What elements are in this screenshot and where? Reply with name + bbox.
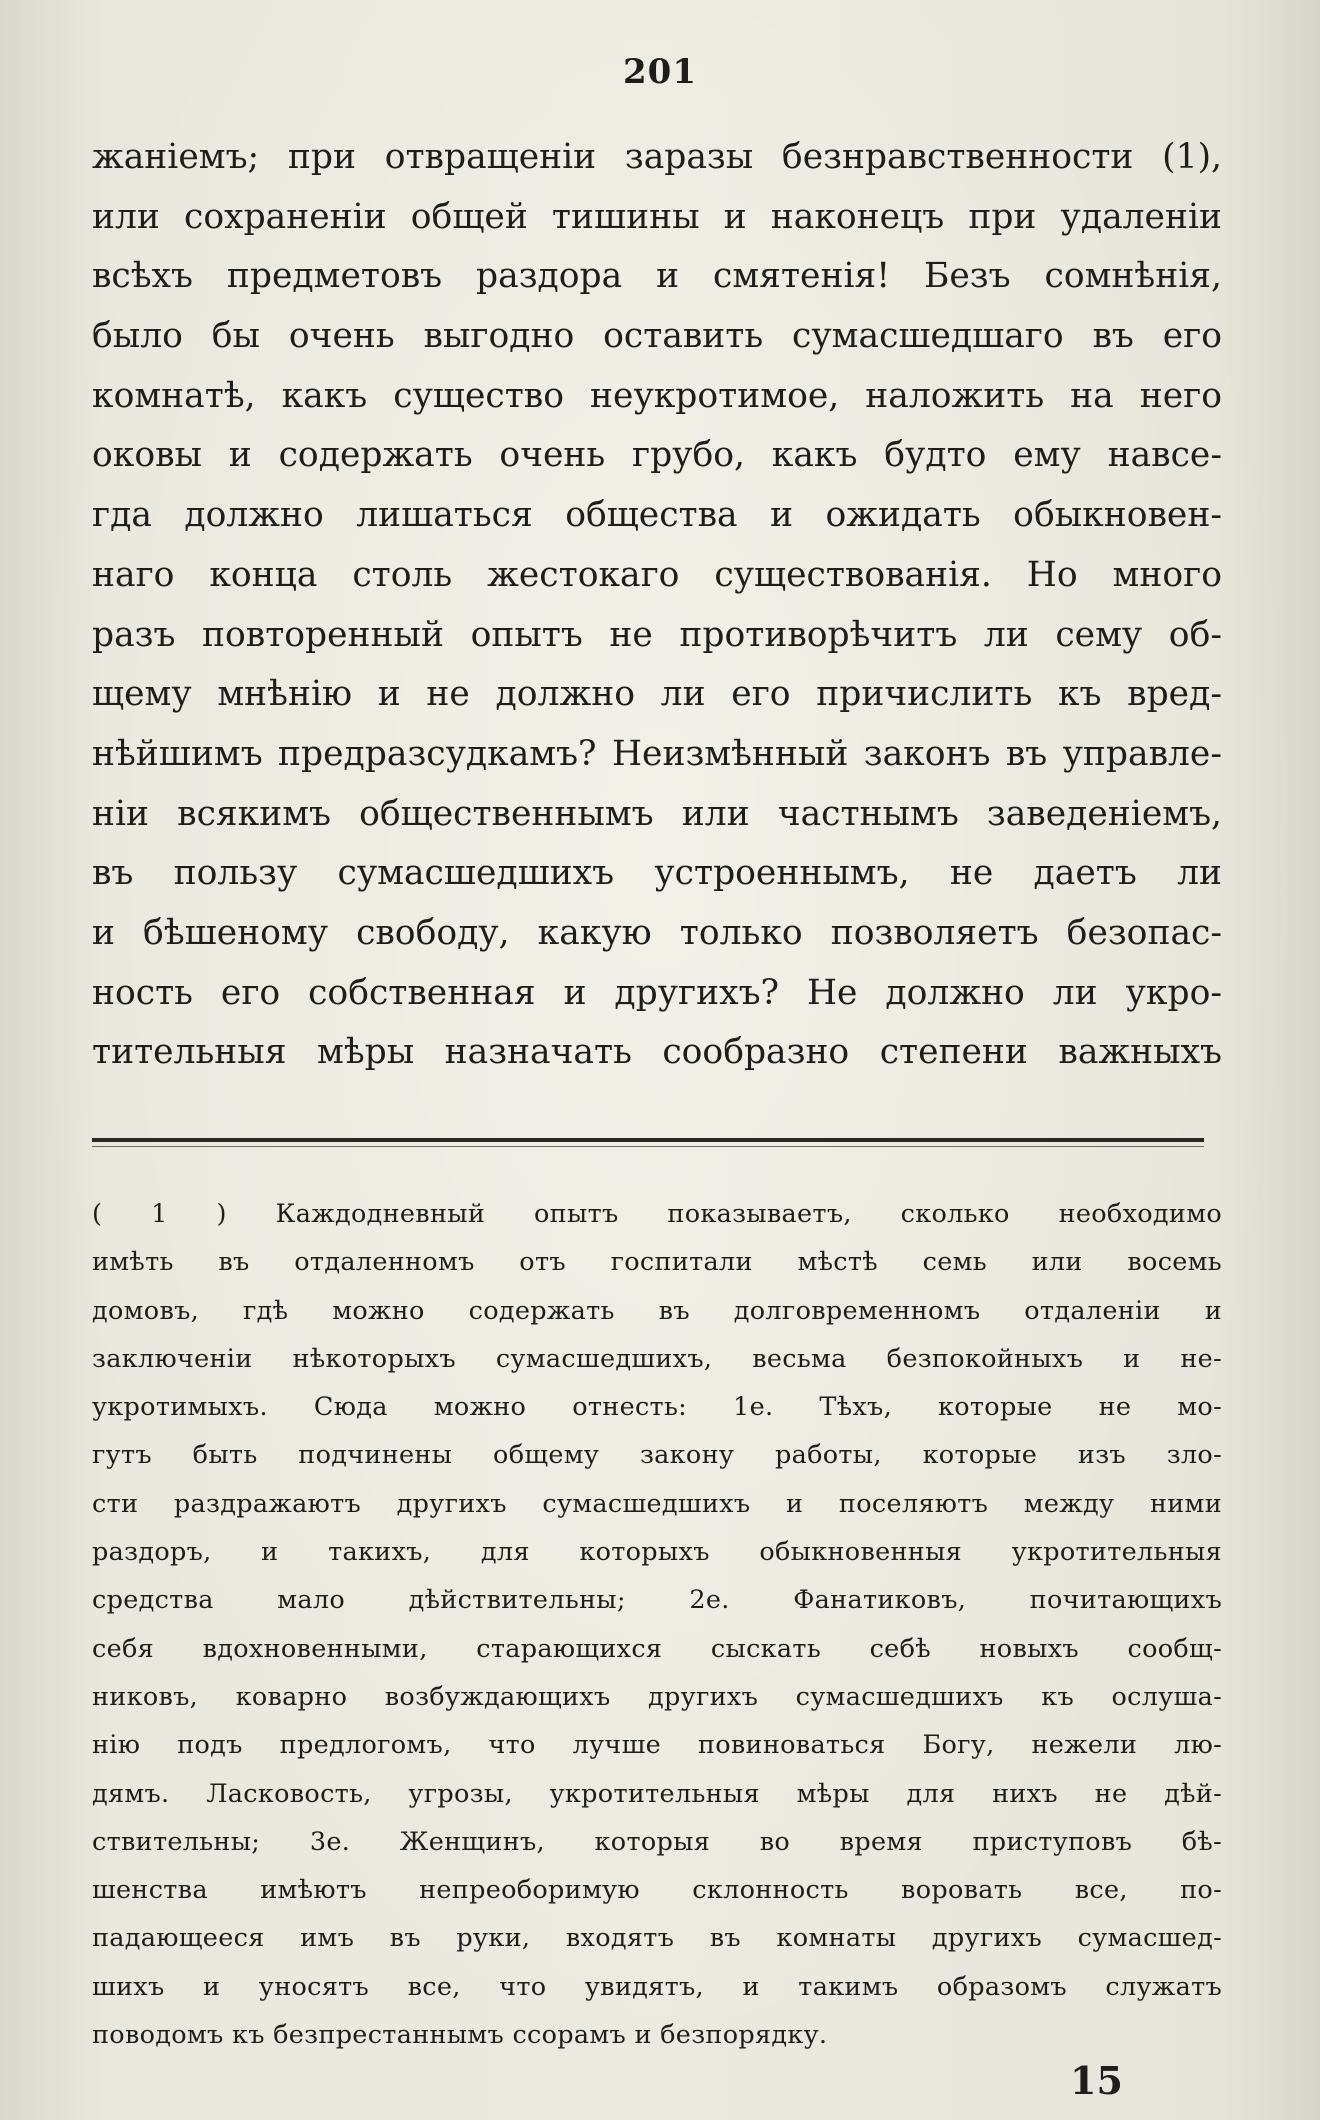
footnote-line: укротимыхъ. Сюда можно отнесть: 1е. Тѣхъ, которые не мо- [92,1392,1222,1423]
page-number: 201 [623,52,697,92]
main-text-line: ность его собственная и другихъ? Не должно ли укро- [92,972,1222,1013]
main-text-line: щему мнѣнію и не должно ли его причислить къ вред- [92,674,1222,715]
footnote-line: себя вдохновенными, старающихся сыскать себѣ новыхъ сообщ- [92,1633,1222,1664]
footnote-line: имѣть въ отдаленномъ отъ госпитали мѣстѣ семь или восемь [92,1247,1222,1278]
footnote-line: шенства имѣютъ непреоборимую склонность воровать все, по- [92,1875,1222,1906]
footnote-divider [92,1138,1204,1142]
footnote-line: сти раздражаютъ другихъ сумасшедшихъ и поселяютъ между ними [92,1488,1222,1519]
signature-mark: 15 [1070,2058,1123,2103]
main-text-line: жаніемъ; при отвращеніи заразы безнравственности (1), [92,137,1222,177]
main-text-line: нѣйшимъ предразсудкамъ? Неизмѣнный законъ въ управле- [92,733,1222,774]
main-text-line: и бѣшеному свободу, какую только позволяетъ безопас- [92,912,1222,953]
footnote-line: заключеніи нѣкоторыхъ сумасшедшихъ, весьма безпокойныхъ и не- [92,1343,1222,1374]
footnote-line: шихъ и уносятъ все, что увидятъ, и такимъ образомъ служатъ [92,1971,1222,2002]
footnote-line: нію подъ предлогомъ, что лучше повиноваться Богу, нежели лю- [92,1730,1222,1761]
footnote-line: ствительны; 3е. Женщинъ, которыя во время приступовъ бѣ- [92,1826,1222,1857]
main-text [92,128,1222,1083]
footnote-line: ( 1 ) Каждодневный опытъ показываетъ, сколько необходимо [92,1199,1222,1229]
main-text-line: разъ повторенный опытъ не противорѣчитъ ли сему об- [92,614,1222,655]
footnote-line: дямъ. Ласковость, угрозы, укротительныя мѣры для нихъ не дѣй- [92,1778,1222,1809]
main-text-line: или сохраненіи общей тишины и наконецъ при удаленіи [92,196,1222,237]
footnote-line: раздоръ, и такихъ, для которыхъ обыкновенныя укротительныя [92,1537,1222,1568]
main-text-line: въ пользу сумасшедшихъ устроеннымъ, не даетъ ли [92,853,1222,894]
footnote-line: поводомъ къ безпрестаннымъ ссорамъ и безпорядку. [92,2020,828,2051]
main-text-line: оковы и содержать очень грубо, какъ будто ему навсе- [92,435,1222,476]
main-text-line: наго конца столь жестокаго существованія. Но много [92,554,1222,595]
main-text-line: всѣхъ предметовъ раздора и смятенія! Безъ сомнѣнія, [92,256,1222,297]
main-text-line: гда должно лишаться общества и ожидать обыкновен- [92,495,1222,536]
main-text-line: комнатѣ, какъ существо неукротимое, наложить на него [92,375,1222,416]
main-text-line: ніи всякимъ общественнымъ или частнымъ заведеніемъ, [92,793,1222,834]
footnote-divider-thin [92,1146,1204,1147]
main-text-line: тительныя мѣры назначать сообразно степени важныхъ [92,1032,1222,1073]
footnote-line: гутъ быть подчинены общему закону работы, которые изъ зло- [92,1440,1222,1471]
footnote-line: никовъ, коварно возбуждающихъ другихъ сумасшедшихъ къ ослуша- [92,1681,1222,1712]
footnote-line: домовъ, гдѣ можно содержать въ долговременномъ отдаленіи и [92,1295,1222,1326]
footnote-line: средства мало дѣйствительны; 2е. Фанатиковъ, почитающихъ [92,1585,1222,1616]
footnote [92,1190,1222,2059]
footnote-line: падающееся имъ въ руки, входятъ въ комнаты другихъ сумасшед- [92,1923,1222,1954]
main-text-line: было бы очень выгодно оставить сумасшедшаго въ его [92,316,1222,357]
